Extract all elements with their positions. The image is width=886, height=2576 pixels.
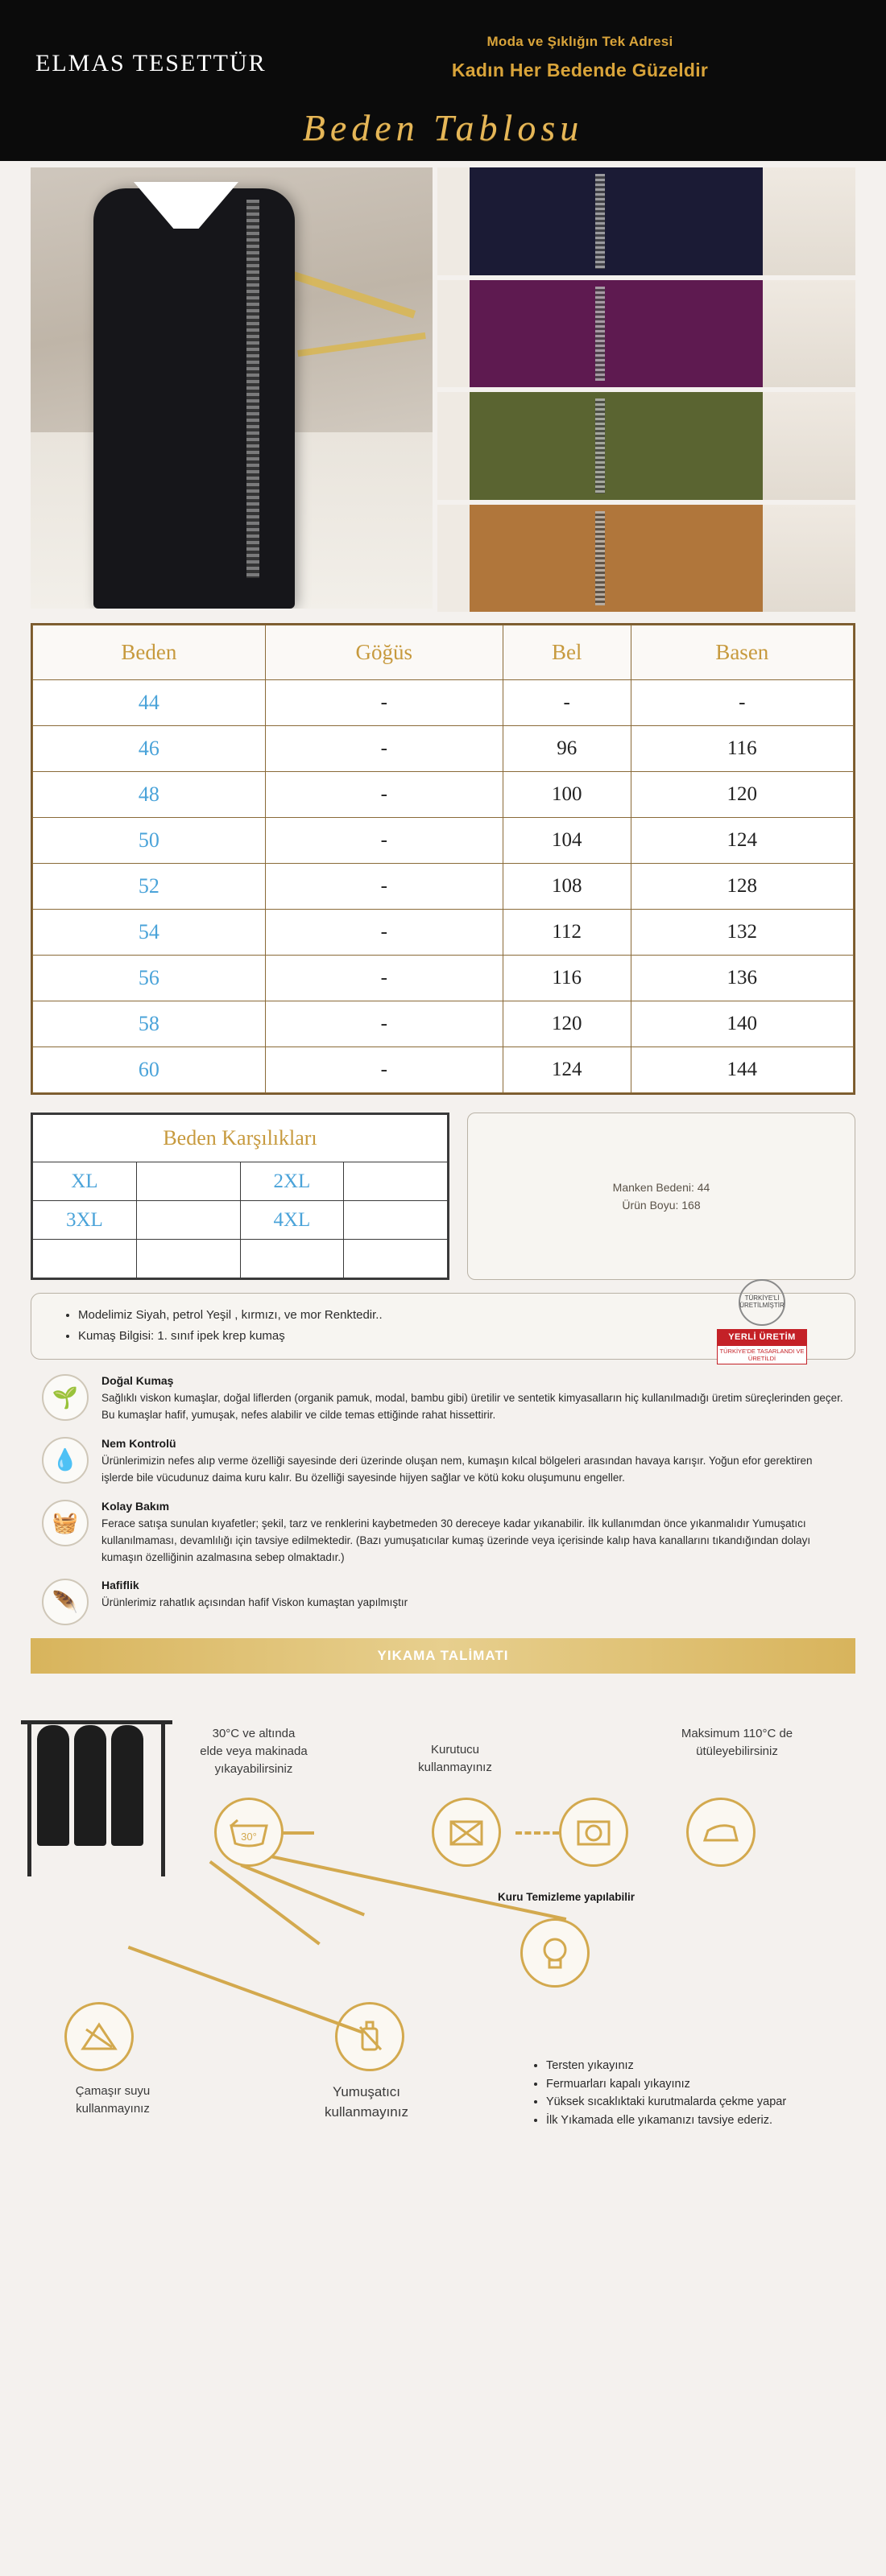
features-list (42, 1374, 844, 1625)
swatch-stripe (595, 174, 605, 269)
size-table-body (33, 680, 854, 1093)
photo-dress-black (93, 188, 295, 609)
label-wash: 30°C ve altında elde veya makinada yıkayabilirsiniz (200, 1727, 308, 1776)
size-table-header-row (33, 625, 854, 680)
measure-cell: - (265, 726, 503, 772)
size-table-col-basen: Basen (631, 625, 853, 680)
measure-cell: - (265, 956, 503, 1001)
no-bleach-icon (64, 2002, 134, 2071)
measure-cell: 116 (631, 726, 853, 772)
feature-text (101, 1500, 844, 1567)
feature-text (101, 1437, 844, 1487)
measure-cell: 96 (503, 726, 631, 772)
slogan-top: Moda ve Şıklığın Tek Adresi (486, 33, 673, 49)
plant-icon: 🌱 (42, 1374, 89, 1421)
rack-garment-1 (37, 1725, 69, 1846)
label-drycleaning: Kuru Temizleme yapılabilir (498, 1891, 636, 1904)
rack-leg-left (27, 1724, 31, 1876)
label-softener: Yumuşatıcı kullanmayınız (325, 2084, 408, 2120)
swatch-navy (470, 167, 767, 275)
measure-cell: - (265, 1001, 503, 1047)
label-bleach: Çamaşır suyu kullanmayınız (75, 2084, 151, 2116)
wash-instructions-diagram (0, 1680, 886, 2163)
table-row (33, 1001, 854, 1047)
connector-bleach-softener (128, 1946, 364, 2034)
rack-garment-2 (74, 1725, 106, 1846)
table-row (33, 818, 854, 864)
size-equivalents-table (31, 1113, 449, 1280)
measure-cell: 136 (631, 956, 853, 1001)
measure-cell: - (265, 772, 503, 818)
iron-icon (686, 1798, 756, 1867)
size-cell: 54 (33, 910, 266, 956)
feature-text (101, 1579, 408, 1612)
swatch-stripe (595, 398, 605, 493)
product-photo-purple (437, 280, 855, 388)
size-cell: 58 (33, 1001, 266, 1047)
slogan-main: Kadın Her Bedende Güzeldir (451, 59, 709, 80)
product-photo-main (31, 167, 433, 609)
swatch-purple (470, 280, 767, 388)
feature-title: Doğal Kumaş (101, 1374, 174, 1387)
size-cell: 52 (33, 864, 266, 910)
bulb-glyph (537, 1934, 573, 1972)
no-softener-glyph (352, 2017, 387, 2056)
list-item: • Modelimiz Siyah, petrol Yeşil , kırmızı, ve mor Renktedir.. (78, 1305, 834, 1326)
wash-instructions-banner: YIKAMA TALİMATI (31, 1638, 855, 1674)
no-bleach-glyph (78, 2018, 120, 2055)
measure-cell: - (265, 680, 503, 726)
table-row (33, 772, 854, 818)
list-item: • İlk Yıkamada elle yıkamanızı tavsiye ederiz. (546, 2112, 838, 2129)
tumble-dry-icon (559, 1798, 628, 1867)
photo-rail-2 (297, 332, 426, 357)
size-table-col-beden: Beden (33, 625, 266, 680)
feature-description: Ürünlerimizin nefes alıp verme özelliği sayesinde deri üzerinde oluşan nem, kumaşın kılcal bölgeleri arasından havaya karışır. Yoğun efor gerektiren işlerde bile vücudunuz daima kuru kalır. Bu özelliği sayesinde hijyen sağlar ve kötü koku oluşumunu engeller. (101, 1454, 813, 1484)
header-slogans (362, 26, 862, 81)
table-row (33, 1201, 448, 1240)
feature-item (42, 1374, 844, 1424)
size-equivalent-cell (136, 1240, 240, 1278)
washing-machine-icon: 🧺 (42, 1500, 89, 1546)
measure-cell: 116 (503, 956, 631, 1001)
rack-bar (21, 1720, 172, 1724)
measure-cell: 120 (631, 772, 853, 818)
size-cell: 56 (33, 956, 266, 1001)
brand-logo: ELMAS TESETTÜR (35, 50, 267, 76)
model-info-box (467, 1113, 855, 1280)
measure-cell: 144 (631, 1047, 853, 1093)
size-equivalent-cell (344, 1240, 448, 1278)
table-row (33, 1162, 448, 1201)
swatch-tan (470, 505, 767, 613)
title-band (0, 106, 886, 161)
product-photo-column (437, 167, 855, 612)
size-equivalent-cell: XL (33, 1162, 137, 1201)
table-row (33, 1047, 854, 1093)
table-row (33, 1240, 448, 1278)
rack-garment-3 (111, 1725, 143, 1846)
product-photo-olive (437, 392, 855, 500)
feather-icon: 🪶 (42, 1579, 89, 1625)
size-equivalent-cell (33, 1240, 137, 1278)
measure-cell: 140 (631, 1001, 853, 1047)
product-photo-navy (437, 167, 855, 275)
measure-cell: - (265, 910, 503, 956)
measure-cell: 112 (503, 910, 631, 956)
size-equivalents-body (33, 1162, 448, 1278)
feature-item (42, 1500, 844, 1567)
measure-cell: - (631, 680, 853, 726)
measure-cell: 104 (503, 818, 631, 864)
measure-cell: 124 (631, 818, 853, 864)
feature-description: Ferace satışa sunulan kıyafetler; şekil, tarz ve renklerini kaybetmeden 30 dereceye kadar yıkanabilir. İlk kullanımdan önce yıkanmalıdır Yumuşatıcı kullanılmaması, devamlılığı için tavsiye edilmektedir. (Bazı yumuşatıcılar kumaş üzerinde veya içerisinde kalıp hava kanallarını tıkandığından dolayı kumaşın özelliğinin azalmasına sebep olmaktadır.) (101, 1517, 811, 1563)
yerli-ribbon-sub: TÜRKİYE'DE TASARLANDI VE ÜRETİLDİ (717, 1345, 807, 1364)
measure-cell: 128 (631, 864, 853, 910)
measure-cell: 132 (631, 910, 853, 956)
size-table-col-gogus: Göğüs (265, 625, 503, 680)
swatch-stripe (595, 287, 605, 382)
size-cell: 46 (33, 726, 266, 772)
wash-tub-glyph (228, 1816, 270, 1848)
swatch-floor (763, 505, 855, 613)
photo-dress-stripe (246, 200, 259, 578)
size-cell: 50 (33, 818, 266, 864)
size-equivalent-cell (240, 1240, 344, 1278)
clothing-rack-icon (16, 1712, 177, 1881)
turkiye-seal-icon: TÜRKİYE'Lİ ÜRETİLMİŞTİR (739, 1279, 785, 1326)
connector-dryer-iron (515, 1831, 559, 1835)
measure-cell: - (265, 864, 503, 910)
iron-glyph (700, 1816, 742, 1848)
page-header (0, 0, 886, 106)
size-equivalents-title: Beden Karşılıkları (33, 1115, 448, 1162)
no-dryer-glyph (445, 1814, 487, 1851)
size-cell: 60 (33, 1047, 266, 1093)
feature-description: Ürünlerimiz rahatlık açısından hafif Viskon kumaştan yapılmıştır (101, 1596, 408, 1609)
product-length: Ürün Boyu: 168 (622, 1199, 701, 1212)
no-dryer-icon (432, 1798, 501, 1867)
measure-cell: 108 (503, 864, 631, 910)
photo-rail-1 (275, 266, 416, 318)
size-cell: 44 (33, 680, 266, 726)
size-equivalent-cell (136, 1162, 240, 1201)
swatch-floor (763, 167, 855, 275)
size-cell: 48 (33, 772, 266, 818)
no-softener-icon (335, 2002, 404, 2071)
mid-row (31, 1113, 855, 1280)
wash-tips-list (532, 2057, 838, 2129)
size-equivalent-cell: 4XL (240, 1201, 344, 1240)
size-table (31, 623, 855, 1095)
measure-cell: - (265, 1047, 503, 1093)
svg-text:30°: 30° (241, 1831, 257, 1843)
list-item: • Kumaş Bilgisi: 1. sınıf ipek krep kumaş (78, 1326, 834, 1347)
measure-cell: 100 (503, 772, 631, 818)
list-item: • Yüksek sıcaklıktaki kurutmalarda çekme yapar (546, 2093, 838, 2111)
tumble-dry-glyph (573, 1814, 615, 1851)
table-row (33, 726, 854, 772)
measure-cell: - (265, 818, 503, 864)
feature-item (42, 1579, 844, 1625)
size-equivalent-cell: 3XL (33, 1201, 137, 1240)
size-table-col-bel: Bel (503, 625, 631, 680)
swatch-floor (763, 280, 855, 388)
feature-text (101, 1374, 844, 1424)
swatch-stripe (595, 511, 605, 606)
swatch-floor (763, 392, 855, 500)
measure-cell: - (503, 680, 631, 726)
dry-cleaning-icon (520, 1918, 590, 1988)
measure-cell: 124 (503, 1047, 631, 1093)
yerli-ribbon-label: YERLİ ÜRETİM (717, 1329, 807, 1345)
label-iron: Maksimum 110°C de ütüleyebilirsiniz (681, 1727, 793, 1759)
table-row (33, 910, 854, 956)
product-photo-strip (0, 161, 886, 612)
table-row (33, 680, 854, 726)
water-drop-icon: 💧 (42, 1437, 89, 1484)
measure-cell: 120 (503, 1001, 631, 1047)
table-row (33, 864, 854, 910)
size-equivalent-cell (344, 1162, 448, 1201)
size-equivalent-cell (344, 1201, 448, 1240)
page-title: Beden Tablosu (302, 107, 584, 148)
wash-30-icon (214, 1798, 284, 1867)
label-dryer: Kurutucu kullanmayınız (418, 1743, 492, 1775)
feature-item (42, 1437, 844, 1487)
size-equivalent-cell (136, 1201, 240, 1240)
list-item: • Tersten yıkayınız (546, 2057, 838, 2074)
feature-title: Nem Kontrolü (101, 1436, 176, 1450)
model-size: Manken Bedeni: 44 (612, 1181, 710, 1194)
product-photo-tan (437, 505, 855, 613)
feature-title: Hafiflik (101, 1579, 139, 1592)
yerli-uretim-badge (717, 1279, 807, 1364)
feature-description: Sağlıklı viskon kumaşlar, doğal liflerden (organik pamuk, modal, bambu gibi) üretilir ve sentetik kimyasalların hiç kullanılmadığı üretim süreçlerinden geçer. Bu kumaşlar hafif, yumuşak, nefes alabilir ve cilde temas ettiğinde rahat hissettirir. (101, 1392, 843, 1421)
list-item: • Fermuarları kapalı yıkayınız (546, 2075, 838, 2093)
table-row (33, 956, 854, 1001)
size-equivalent-cell: 2XL (240, 1162, 344, 1201)
feature-title: Kolay Bakım (101, 1499, 170, 1513)
swatch-olive (470, 392, 767, 500)
